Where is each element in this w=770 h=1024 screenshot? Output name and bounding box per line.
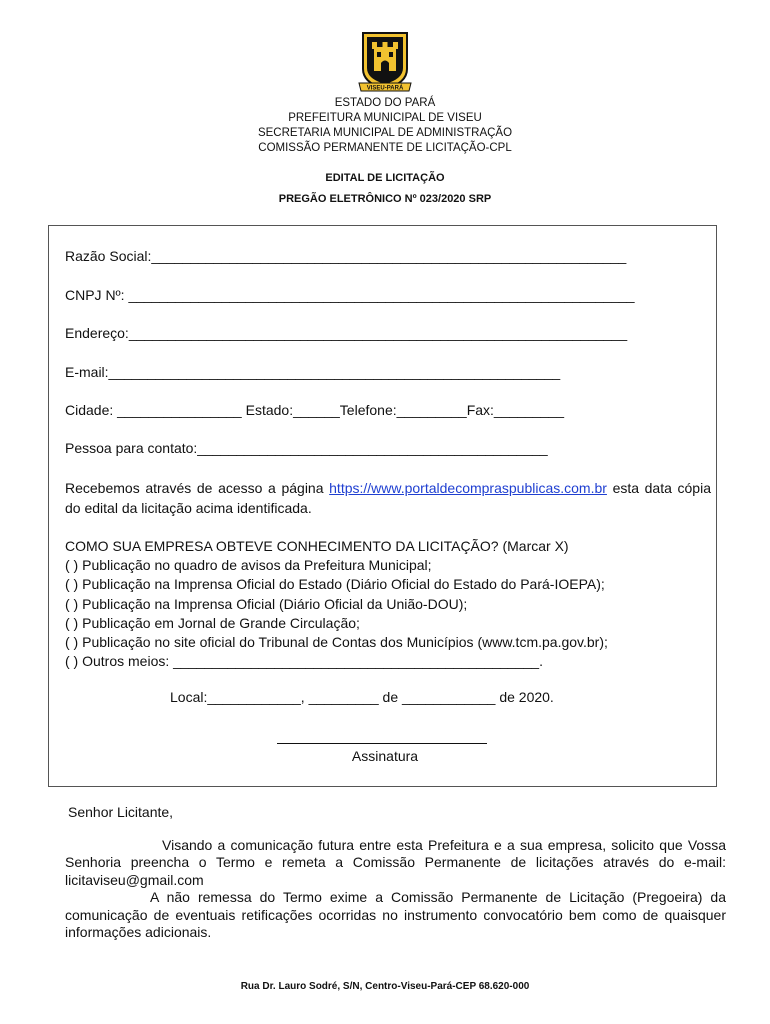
header-line-prefeitura: PREFEITURA MUNICIPAL DE VISEU <box>288 112 482 124</box>
contact-person-field[interactable]: Pessoa para contato:_____________________________________________ <box>65 440 548 456</box>
address-footer: Rua Dr. Lauro Sodré, S/N, Centro-Viseu-Pará-CEP 68.620-000 <box>240 981 530 992</box>
option-jornal[interactable]: ( ) Publicação em Jornal de Grande Circulação; <box>65 614 360 631</box>
document-header <box>0 96 770 156</box>
knowledge-question: COMO SUA EMPRESA OBTEVE CONHECIMENTO DA LICITAÇÃO? (Marcar X) <box>65 538 569 554</box>
receipt-prefix: Recebemos através de acesso a página <box>65 480 330 496</box>
letter-body <box>65 837 726 941</box>
option-quadro-avisos[interactable]: ( ) Publicação no quadro de avisos da Prefeitura Municipal; <box>65 557 432 574</box>
letter-paragraph-2: A não remessa do Termo exime a Comissão Permanente de Licitação (Pregoeira) da comunicação de eventuais retificações ocorridas no instrumento convocatório bem como de quaisquer informações adicionais. <box>65 889 726 941</box>
option-dou[interactable]: ( ) Publicação na Imprensa Oficial (Diário Oficial da União-DOU); <box>65 595 468 612</box>
viseu-coat-of-arms-logo <box>357 25 413 95</box>
svg-text:VISEU-PARÁ: VISEU-PARÁ <box>366 85 404 92</box>
email-field[interactable]: E-mail:__________________________________________________________ <box>65 364 561 380</box>
signature-line[interactable] <box>277 743 487 744</box>
receipt-suffix: esta data cópia do edital da licitação acima identificada. <box>65 480 711 516</box>
endereco-field[interactable]: Endereço:________________________________________________________________ <box>65 325 628 341</box>
option-tcm-site[interactable]: ( ) Publicação no site oficial do Tribunal de Contas dos Municípios (www.tcm.pa.gov.br); <box>65 634 608 651</box>
local-date-field[interactable]: Local:____________, _________ de ____________ de 2020. <box>170 689 554 705</box>
document-subtitle: PREGÃO ELETRÔNICO Nº 023/2020 SRP <box>278 193 492 205</box>
letter-paragraph-1: Visando a comunicação futura entre esta Prefeitura e a sua empresa, solicito que Vossa Senhoria preencha o Termo e remeta a Comissão Permanente de licitações através do e-mail: licitaviseu@gmail.com <box>65 837 726 888</box>
letter-greeting: Senhor Licitante, <box>68 804 174 820</box>
receipt-statement <box>65 478 711 518</box>
header-line-state: ESTADO DO PARÁ <box>334 97 436 109</box>
signature-label: Assinatura <box>351 748 419 764</box>
header-line-secretaria: SECRETARIA MUNICIPAL DE ADMINISTRAÇÃO <box>257 127 513 139</box>
cidade-estado-telefone-fax-field[interactable]: Cidade: ________________ Estado:______Telefone:_________Fax:_________ <box>65 402 565 418</box>
portal-link[interactable]: https://www.portaldecompraspublicas.com.br <box>329 480 607 496</box>
knowledge-source-section <box>65 537 608 671</box>
option-outros[interactable]: ( ) Outros meios: _______________________________________________. <box>65 653 543 670</box>
razao-social-field[interactable]: Razão Social:_____________________________________________________________ <box>65 248 627 264</box>
header-line-comissao: COMISSÃO PERMANENTE DE LICITAÇÃO-CPL <box>258 142 512 154</box>
document-title: EDITAL DE LICITAÇÃO <box>325 172 445 184</box>
cnpj-field[interactable]: CNPJ Nº: _________________________________________________________________ <box>65 287 635 303</box>
option-ioepa[interactable]: ( ) Publicação na Imprensa Oficial do Estado (Diário Oficial do Estado do Pará-IOEPA); <box>65 576 605 593</box>
